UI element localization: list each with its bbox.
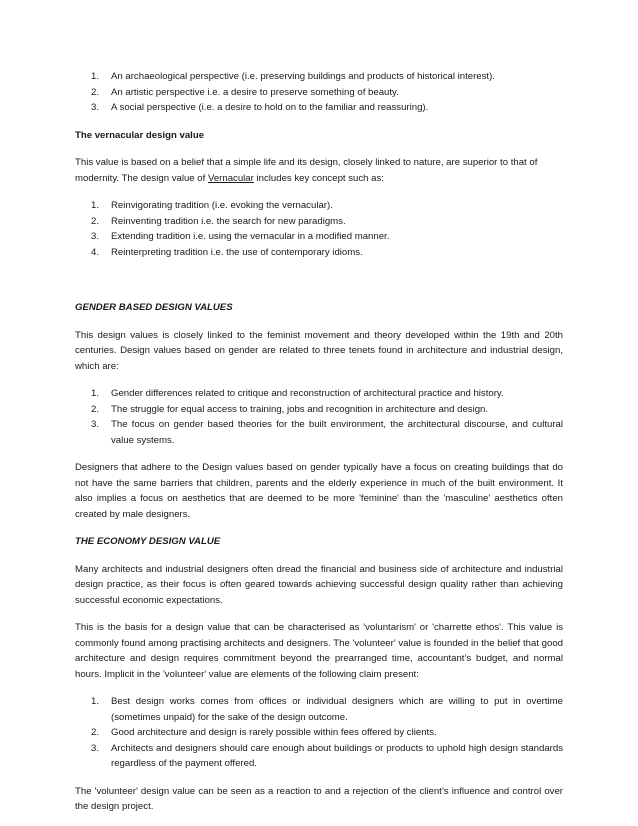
list-number: 3.	[90, 102, 99, 113]
vernacular-paragraph-end: includes key concept such as:	[253, 172, 384, 184]
list-text: Architects and designers should care enough about buildings or products to uphold high design standards regardless of the payment offered.	[111, 742, 563, 769]
list-number: 3.	[90, 231, 99, 242]
list-text: Reinvigorating tradition (i.e. evoking the vernacular).	[111, 200, 333, 211]
list-text: The struggle for equal access to training, jobs and recognition in architecture and design.	[111, 403, 489, 415]
list-text: Reinventing tradition i.e. the search for new paradigms.	[111, 215, 346, 227]
list-item	[75, 417, 563, 448]
intro-list	[75, 69, 563, 116]
economy-paragraph-3: The 'volunteer' design value can be seen as a reaction to and a rejection of the client’s influence and control over the design project.	[75, 785, 563, 812]
list-text: The focus on gender based theories for the built environment, the architectural discourse, and cultural value systems.	[111, 419, 563, 446]
list-number: 3.	[90, 419, 99, 430]
economy-list	[75, 694, 563, 772]
list-number: 3.	[90, 742, 99, 754]
list-number: 1.	[90, 696, 99, 707]
list-text: Best design works comes from offices or individual designers which are willing to put in overtime (sometimes unpaid) for the sake of the design outcome.	[111, 696, 563, 723]
list-item	[75, 85, 563, 101]
list-number: 1.	[90, 200, 99, 211]
list-number: 1.	[90, 71, 99, 82]
vernacular-paragraph-start: This value is based on a belief that a simple life and its design, closely linked to nature, are superior to that of modernity. The design value of	[75, 157, 538, 184]
economy-paragraph-1: Many architects and industrial designers often dread the financial and business side of architecture and industrial design practice, as their focus is often geared towards achieving successful design quality rather than achieving successful economic expectations.	[75, 563, 563, 606]
list-item	[75, 694, 563, 725]
gender-paragraph-2: Designers that adhere to the Design values based on gender typically have a focus on creating buildings that do not have the same barriers that children, parents and the elderly experience in much of the built environment. It also implies a focus on aesthetics that are deemed to be more 'feminine' than the 'masculine' aesthetics often created by male designers.	[75, 462, 563, 520]
list-item	[75, 741, 563, 772]
gender-list	[75, 386, 563, 448]
list-number: 1.	[90, 388, 99, 399]
list-item	[75, 229, 563, 245]
gender-heading: GENDER BASED DESIGN VALUES	[75, 302, 233, 313]
list-number: 4.	[90, 246, 99, 258]
gender-paragraph-1: This design values is closely linked to the feminist movement and theory developed within the 19th and 20th centuries. Design values based on gender are related to three tenets found in architecture and industrial design, which are:	[75, 329, 563, 372]
list-item	[75, 402, 563, 418]
list-number: 2.	[90, 215, 99, 227]
vernacular-paragraph	[75, 155, 563, 186]
list-text: An archaeological perspective (i.e. preserving buildings and products of historical interest).	[111, 71, 495, 82]
list-item	[75, 214, 563, 230]
list-text: Reinterpreting tradition i.e. the use of contemporary idioms.	[111, 246, 363, 258]
list-text: Gender differences related to critique and reconstruction of architectural practice and history.	[111, 388, 504, 399]
list-number: 2.	[90, 403, 99, 415]
list-text: An artistic perspective i.e. a desire to preserve something of beauty.	[111, 86, 399, 98]
list-text: A social perspective (i.e. a desire to hold on to the familiar and reassuring).	[111, 102, 429, 113]
list-text: Extending tradition i.e. using the vernacular in a modified manner.	[111, 231, 390, 242]
list-item	[75, 198, 563, 214]
vernacular-link[interactable]: Vernacular	[207, 172, 254, 184]
vernacular-heading: The vernacular design value	[75, 129, 205, 141]
vernacular-list	[75, 198, 563, 260]
list-item	[75, 245, 563, 261]
list-item	[75, 725, 563, 741]
list-text: Good architecture and design is rarely possible within fees offered by clients.	[111, 727, 437, 738]
list-item	[75, 69, 563, 85]
list-number: 2.	[90, 727, 99, 738]
list-item	[75, 100, 563, 116]
list-item	[75, 386, 563, 402]
list-number: 2.	[90, 86, 99, 98]
economy-paragraph-2: This is the basis for a design value that can be characterised as 'voluntarism' or 'charrette ethos'. This value is commonly found among practising architects and designers. The 'volunteer' value is founded in the belief that good architecture and design requires commitment beyond the prearranged time, accountant’s budget, and normal hours. Implicit in the 'volunteer' value are elements of the following claim present:	[75, 622, 563, 680]
economy-heading: THE ECONOMY DESIGN VALUE	[75, 536, 221, 547]
